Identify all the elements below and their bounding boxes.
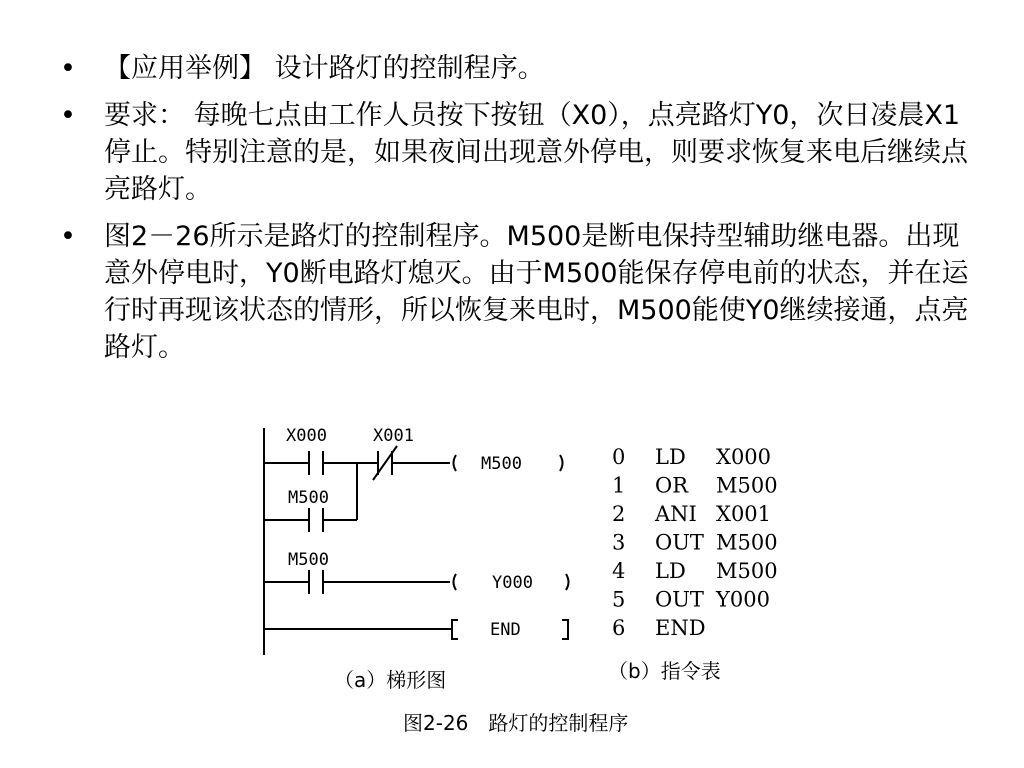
instruction-step: 5	[612, 587, 626, 612]
bullet-text: 【应用举例】 设计路灯的控制程序。	[104, 53, 545, 84]
instruction-operand: X000	[716, 445, 772, 469]
bullet-dot: •	[60, 100, 76, 131]
rung-end	[264, 620, 568, 639]
instruction-operand: Y000	[716, 587, 770, 612]
bullet-dot: •	[60, 53, 76, 84]
contact-m500-rung2-label: M500	[288, 550, 329, 570]
instruction-list	[612, 445, 778, 640]
ladder-caption: （a）梯形图	[334, 668, 447, 692]
contact-m500-parallel-label: M500	[288, 488, 329, 508]
bullet-text: 图2－26所示是路灯的控制程序。M500是断电保持型辅助继电器。出现意外停电时，Y0断电路灯熄灭。由于M500能保存停电前的状态，并在运行时再现该状态的情形，所以恢复来电时，M500能使Y0继续接通，点亮路灯。	[104, 221, 969, 363]
instruction-operand: X001	[716, 502, 772, 526]
instruction-step: 4	[612, 559, 626, 583]
instruction-op: ANI	[655, 502, 697, 526]
instruction-op: LD	[655, 559, 686, 583]
contact-x000-label: X000	[286, 426, 327, 446]
instruction-operand: M500	[716, 473, 778, 498]
instruction-step: 6	[612, 616, 626, 640]
instruction-step: 1	[612, 473, 626, 498]
instruction-list-caption: （b）指令表	[608, 659, 721, 683]
end-instruction-label: END	[490, 620, 521, 640]
coil-y000-label: Y000	[492, 573, 533, 593]
bullet-dot: •	[60, 221, 76, 252]
instruction-op: END	[655, 616, 706, 640]
instruction-step: 0	[612, 445, 626, 469]
instruction-operand: M500	[716, 530, 778, 555]
instruction-step: 2	[612, 502, 626, 526]
instruction-operand: M500	[716, 559, 778, 583]
contact-x001-label: X001	[373, 426, 414, 446]
coil-m500-label: M500	[481, 454, 522, 474]
instruction-op: OUT	[655, 587, 704, 612]
instruction-op: OUT	[655, 530, 704, 555]
instruction-step: 3	[612, 530, 626, 555]
figure-caption: 图2-26 路灯的控制程序	[403, 711, 629, 735]
instruction-op: LD	[655, 445, 686, 469]
bullet-text: 要求： 每晚七点由工作人员按下按钮（X0），点亮路灯Y0，次日凌晨X1停止。特别注意的是，如果夜间出现意外停电，则要求恢复来电后继续点亮路灯。	[104, 100, 968, 205]
instruction-op: OR	[655, 473, 689, 498]
